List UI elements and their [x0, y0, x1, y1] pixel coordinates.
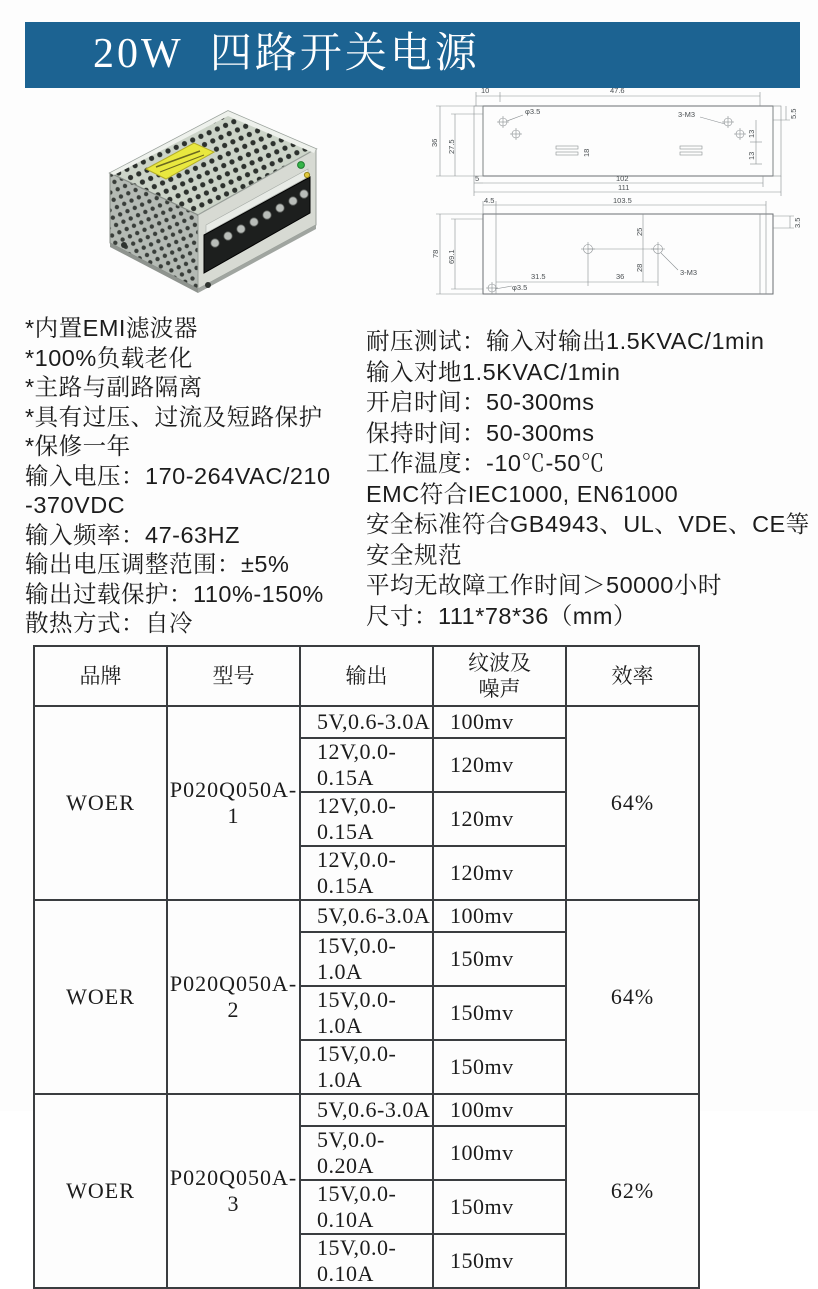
- dim-label: 47.6: [610, 86, 625, 95]
- spec-line: 输出过载保护：110%-150%: [25, 580, 324, 607]
- dim-label: 3.5: [793, 217, 802, 228]
- dim-label: 10: [481, 86, 490, 95]
- dim-label: 25: [635, 227, 644, 236]
- spec-list-left: [25, 314, 373, 639]
- ripple-cell: 120mv: [433, 738, 566, 792]
- output-cell: 5V,0.6-3.0A: [300, 1094, 433, 1126]
- header-output: 输出: [300, 646, 433, 706]
- dim-label: φ3.5: [525, 107, 541, 116]
- dim-label: 69.1: [447, 249, 456, 264]
- dim-label: 111: [618, 183, 630, 192]
- header-ripple-line2: 噪声: [478, 677, 521, 701]
- dim-label: 36: [430, 138, 439, 147]
- dim-label: 13: [747, 151, 756, 160]
- header-model: 型号: [167, 646, 300, 706]
- spec-line: 开启时间：50-300ms: [366, 389, 595, 415]
- dim-label: 28: [635, 263, 644, 272]
- header-efficiency: 效率: [566, 646, 699, 706]
- power-supply-photo-illustration: [88, 93, 323, 300]
- dim-label: 18: [582, 148, 591, 157]
- spec-line: 平均无故障工作时间＞50000小时: [366, 572, 722, 598]
- dim-label: 4.5: [484, 196, 495, 205]
- spec-line: 输出电压调整范围：±5%: [25, 551, 290, 577]
- ripple-cell: 120mv: [433, 846, 566, 900]
- ripple-cell: 150mv: [433, 932, 566, 986]
- brand-cell: WOER: [34, 1094, 167, 1288]
- output-cell: 12V,0.0-0.15A: [300, 846, 433, 900]
- spec-line: 输入电压：170-264VAC/210: [25, 462, 331, 489]
- output-cell: 12V,0.0-0.15A: [300, 738, 433, 792]
- efficiency-cell: 62%: [566, 1094, 699, 1288]
- ripple-cell: 100mv: [433, 1126, 566, 1180]
- header-ripple: [433, 646, 566, 706]
- dim-label: 31.5: [531, 272, 546, 281]
- output-cell: 5V,0.6-3.0A: [300, 900, 433, 932]
- dim-label: φ3.5: [512, 283, 528, 292]
- model-spec-table: [33, 645, 700, 1289]
- output-cell: 15V,0.0-1.0A: [300, 986, 433, 1040]
- spec-line: -370VDC: [25, 492, 126, 518]
- dim-label: 27.5: [447, 139, 456, 154]
- spec-line: 耐压测试：输入对输出1.5KVAC/1min: [366, 328, 765, 354]
- ripple-cell: 120mv: [433, 792, 566, 846]
- top-view: [430, 86, 798, 196]
- dim-label: 36: [616, 272, 625, 281]
- ripple-cell: 150mv: [433, 986, 566, 1040]
- spec-line: *100%负载老化: [25, 344, 193, 371]
- model-cell: P020Q050A-3: [167, 1094, 300, 1288]
- dim-label: 103.5: [613, 196, 632, 205]
- dim-label: 3-M3: [680, 268, 698, 277]
- bottom-view: [431, 196, 802, 294]
- spec-line: 尺寸：111*78*36（mm）: [366, 602, 637, 629]
- output-cell: 15V,0.0-0.10A: [300, 1180, 433, 1234]
- spec-line: *主路与副路隔离: [25, 374, 203, 400]
- efficiency-cell: 64%: [566, 706, 699, 900]
- ripple-cell: 150mv: [433, 1234, 566, 1288]
- dim-label: 78: [431, 249, 440, 258]
- efficiency-cell: 64%: [566, 900, 699, 1094]
- header-brand: 品牌: [34, 646, 167, 706]
- spec-line: 工作温度：-10℃-50℃: [366, 450, 605, 476]
- spec-line: 输入频率：47-63HZ: [25, 521, 240, 548]
- dim-label: 13: [747, 129, 756, 138]
- spec-line: *内置EMI滤波器: [25, 315, 198, 341]
- table-row: [34, 1094, 699, 1126]
- dim-label: 3-M3: [678, 110, 696, 119]
- spec-line: EMC符合IEC1000, EN61000: [366, 480, 679, 507]
- spec-line: *保修一年: [25, 433, 131, 459]
- spec-line: 安全规范: [366, 541, 462, 568]
- product-photo: [88, 93, 323, 300]
- ripple-cell: 100mv: [433, 900, 566, 932]
- output-cell: 15V,0.0-1.0A: [300, 1040, 433, 1094]
- header-ripple-line1: 纹波及: [468, 651, 531, 675]
- ripple-cell: 150mv: [433, 1040, 566, 1094]
- spec-line: 输入对地1.5KVAC/1min: [366, 358, 621, 385]
- model-cell: P020Q050A-1: [167, 706, 300, 900]
- spec-line: 安全标准符合GB4943、UL、VDE、CE等: [366, 511, 810, 537]
- output-cell: 15V,0.0-0.10A: [300, 1234, 433, 1288]
- table-row: [34, 706, 699, 738]
- brand-cell: WOER: [34, 706, 167, 900]
- dim-label: 5: [475, 174, 480, 183]
- ripple-cell: 100mv: [433, 1094, 566, 1126]
- dimension-drawing: [428, 86, 816, 304]
- title-banner: [25, 22, 800, 88]
- output-cell: 5V,0.0-0.20A: [300, 1126, 433, 1180]
- spec-line: 散热方式：自冷: [25, 610, 193, 636]
- dim-label: 102: [616, 174, 629, 183]
- spec-line: *具有过压、过流及短路保护: [25, 403, 323, 430]
- spec-list-right: [366, 326, 816, 631]
- output-cell: 5V,0.6-3.0A: [300, 706, 433, 738]
- dimension-drawing-svg: [428, 86, 816, 304]
- spec-line: 保持时间：50-300ms: [366, 419, 595, 446]
- model-cell: P020Q050A-2: [167, 900, 300, 1094]
- output-cell: 12V,0.0-0.15A: [300, 792, 433, 846]
- dim-label: 5.5: [789, 108, 798, 119]
- ripple-cell: 100mv: [433, 706, 566, 738]
- brand-cell: WOER: [34, 900, 167, 1094]
- table-row: [34, 900, 699, 932]
- output-cell: 15V,0.0-1.0A: [300, 932, 433, 986]
- page-title: 20W 四路开关电源: [93, 31, 480, 77]
- ripple-cell: 150mv: [433, 1180, 566, 1234]
- table-header-row: [34, 646, 699, 706]
